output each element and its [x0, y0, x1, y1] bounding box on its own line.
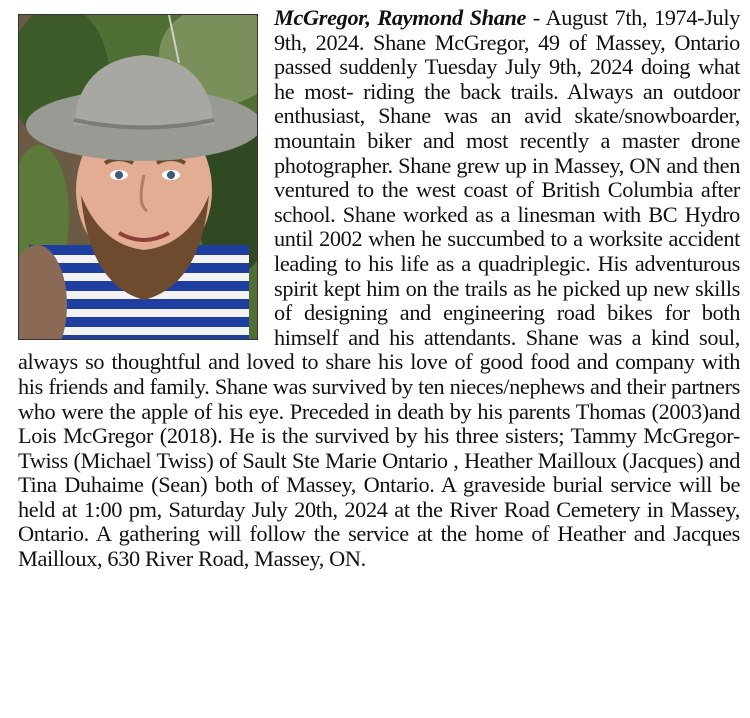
- portrait-photo-icon: [19, 15, 257, 339]
- portrait-photo: [18, 14, 258, 340]
- obituary-body: - August 7th, 1974-July 9th, 2024. Shane McGregor, 49 of Massey, Ontario passed suddenly Tuesday July 9th, 2024 doing what he most- riding the back trails. Always an outdoor enthusiast, Shane was an avid skate/snowboarder, mountain biker and most recently a master drone photographer. Shane grew up in Massey, ON and then ventured to the west coast of British Columbia after school. Shane worked as a linesman with BC Hydro until 2002 when he succumbed to a worksite accident leading to his life as a quadriplegic. His adventurous spirit kept him on the trails as he picked up new skills of designing and engineering road bikes for both himself and his attendants. Shane was a kind soul, always so thoughtful and loved to share his love of good food and company with his friends and family. Shane was survived by ten nieces/nephews and their partners who were the apple of his eye. Preceded in death by his parents Thomas (2003)and Lois McGregor (2018). He is the survived by his three sisters; Tammy McGregor- Twiss (Michael Twiss) of Sault Ste Marie Ontario , Heather Mailloux (Jacques) and Tina Duhaime (Sean) both of Massey, Ontario. A graveside burial service will be held at 1:00 pm, Saturday July 20th, 2024 at the River Road Cemetery in Massey, Ontario. A gathering will follow the service at the home of Heather and Jacques Mailloux, 630 River Road, Massey, ON.: [18, 5, 740, 572]
- deceased-name: McGregor, Raymond Shane: [274, 5, 527, 30]
